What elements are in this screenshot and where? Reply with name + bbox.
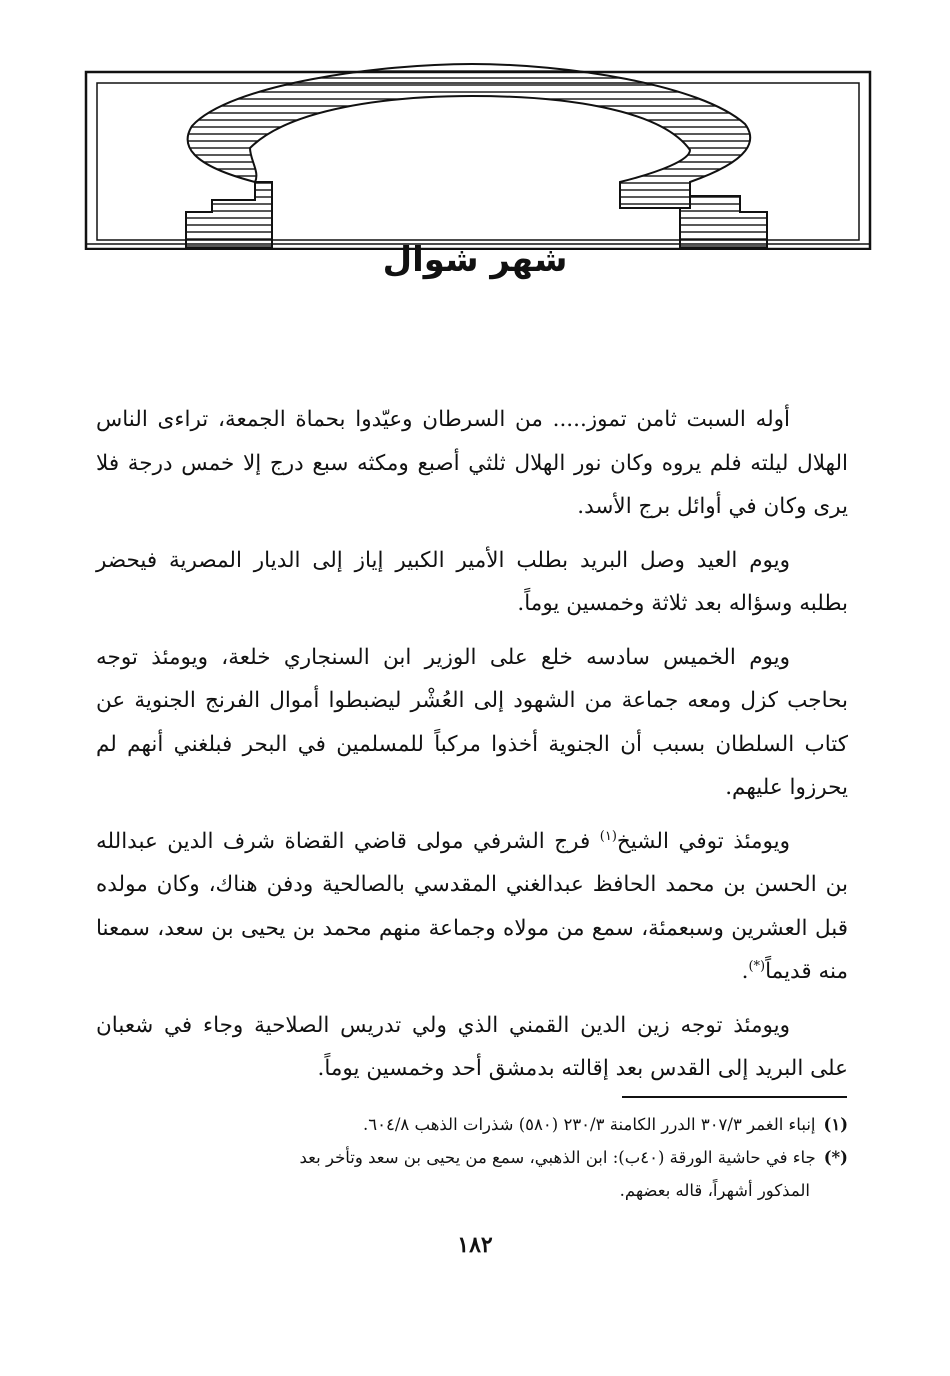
footnote-reference: (*) (748, 958, 766, 974)
footnote-separator (622, 1096, 847, 1098)
paragraph-text: فرج الشرفي مولى قاضي القضاة شرف الدين عبدالله بن الحسن بن محمد الحافظ عبدالغني المقدسي بالصالحية ودفن هناك، وكان مولده قبل العشرين وسبعمئة، سمع من مولاه وجماعة منهم محمد بن يحيى بن سعد، سمعنا منه قديماً (96, 828, 848, 984)
paragraph: ويوم الخميس سادسه خلع على الوزير ابن السنجاري خلعة، ويومئذ توجه بحاجب كزل ومعه جماعة من الشهود إلى العُشْر ليضبطوا أموال الفرنج الجنوية عن كتاب السلطان بسبب أن الجنوية أخذوا مركباً للمسلمين في البحر فبلغني أنهم لم يحرزوا عليهم. (96, 644, 848, 800)
footnotes (104, 1108, 848, 1207)
page-number: ١٨٢ (457, 1232, 493, 1258)
footnote-text: إنباء الغمر ٣٠٧/٣ الدرر الكامنة ٢٣٠/٣ (٥٨٠) شذرات الذهب ٦٠٤/٨. (362, 1115, 816, 1134)
footnote (104, 1108, 848, 1141)
paragraph (96, 820, 848, 994)
paragraph: أوله السبت ثامن تموز..... من السرطان وعيّدوا بحماة الجمعة، تراءى الناس الهلال ليلته فلم يروه وكان نور الهلال ثلثي أصبع ومكثه سبع درج إلا خمس درجة فلا يرى وكان في أوائل برج الأسد. (96, 407, 848, 519)
paragraph: ويوم العيد وصل البريد بطلب الأمير الكبير إياز إلى الديار المصرية فيحضر بطلبه وسؤاله بعد ثلاثة وخمسين يوماً. (96, 547, 848, 616)
paragraph: ويومئذ توجه زين الدين القمني الذي ولي تدريس الصلاحية وجاء في شعبان على البريد إلى القدس بعد إقالته بدمشق أحد وخمسين يوماً. (96, 1012, 848, 1081)
footnote-reference: (١) (599, 828, 617, 844)
footnote (104, 1141, 848, 1174)
footnote-text: جاء في حاشية الورقة (٤٠ب): ابن الذهبي، سمع من يحيى بن سعد وتأخر بعد (299, 1148, 816, 1167)
paragraph-text: ويومئذ توفي الشيخ (616, 828, 790, 854)
main-text (96, 398, 848, 1101)
paragraph-text: . (741, 959, 749, 984)
footnote-continuation: المذكور أشهراً، قاله بعضهم. (619, 1181, 810, 1200)
ornamental-arch-frame (0, 0, 950, 250)
footnote-mark: (١) (823, 1115, 848, 1134)
footnote-mark: (*) (823, 1148, 848, 1167)
chapter-title: شهر شوال (382, 240, 568, 280)
